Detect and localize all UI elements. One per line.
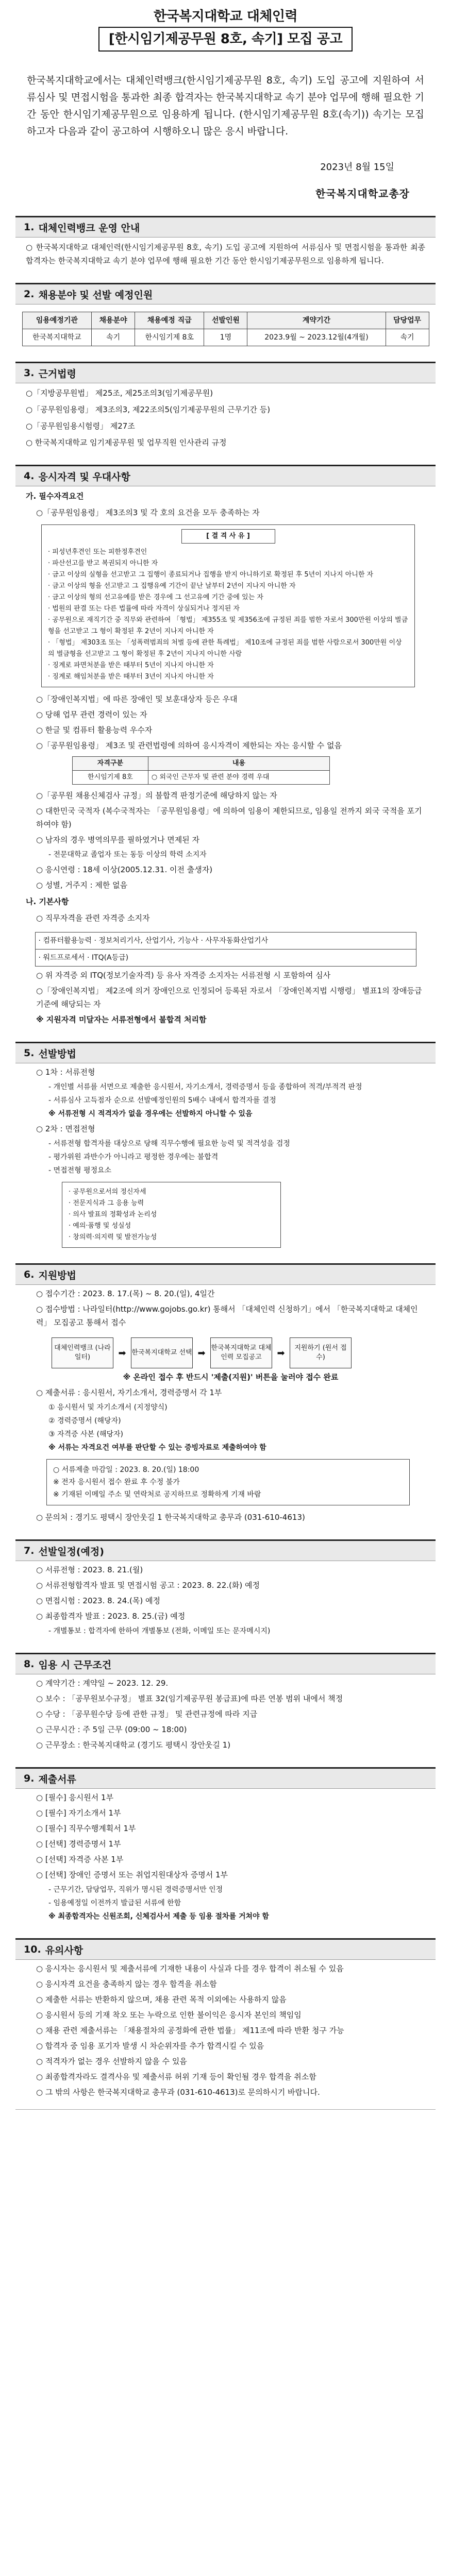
section-title: 근거법령 (38, 368, 76, 380)
section-2 (15, 283, 436, 346)
disqualification-box (41, 524, 415, 687)
requirement-item: ○ 한글 및 컴퓨터 활용능력 우수자 (36, 725, 153, 735)
box-line: · 「형법」 제303조 또는 「성폭력범죄의 처벌 등에 관한 특례법」 제10조에 규정된 죄를 범한 사람으로서 300만원 이상의 벌금형을 선고받고 그 형이 확정된 후 2년이 지나지 아니한 사람 (48, 639, 402, 658)
application-detail: ② 경력증명서 (해당자) (48, 1417, 121, 1425)
section-10-heading (15, 1938, 436, 1960)
section-5 (15, 1042, 436, 1248)
box-line: · 피성년후견인 또는 피한정후견인 (48, 548, 147, 556)
caution-item: ○ 적격자가 없는 경우 선발하지 않을 수 있음 (36, 2057, 187, 2066)
announcement-date: 2023년 8월 15일 (320, 162, 394, 173)
caution-item: ○ 채용 관련 제출서류는 「채용절차의 공정화에 관한 법률」 제11조에 따라 반환 청구 가능 (36, 2026, 344, 2035)
section-title: 지원방법 (38, 1269, 76, 1281)
law-item: ○「공무원임용시험령」 제27조 (26, 421, 135, 431)
caution-item: ○ 응시원서 등의 기재 착오 또는 누락으로 인한 불이익은 응시자 본인의 책임임 (36, 2010, 302, 2020)
box-line: · 법원의 판결 또는 다른 법률에 따라 자격이 상실되거나 정지된 자 (48, 605, 240, 613)
section-7-heading (15, 1539, 436, 1561)
section-1 (15, 216, 436, 267)
section-10 (15, 1938, 436, 2099)
evaluation-item: · 창의력·의지력 및 발전가능성 (69, 1233, 157, 1241)
law-item: ○ 한국복지대학교 임기제공무원 및 업무직원 인사관리 규정 (26, 438, 227, 447)
table-header-row (22, 312, 429, 329)
deadline-notice (46, 1459, 410, 1505)
title-block (0, 0, 451, 52)
selection-item: ○ 2차 : 면접전형 (36, 1124, 95, 1133)
law-item: ○「지방공무원법」 제25조, 제25조의3(임기제공무원) (26, 388, 213, 398)
section-title: 채용분야 및 선발 예정인원 (38, 289, 153, 301)
law-item: ○「공무원임용령」 제3조의3, 제22조의5(임기제공무원의 근무기간 등) (26, 405, 271, 414)
box-line: · 파산선고를 받고 복권되지 아니한 자 (48, 560, 158, 567)
table-header: 내용 (148, 757, 329, 771)
caution-item: ○ 응시자격 요건을 충족하지 않는 경우 합격을 취소함 (36, 1979, 217, 1989)
arrow-right-icon: ➡ (277, 1347, 285, 1359)
section-number: 1. (24, 222, 35, 233)
contact-info: ○ 문의처 : 경기도 평택시 장안웃길 1 한국복지대학교 총무과 (031-610-4613) (36, 1513, 305, 1522)
caution-item: ○ 제출한 서류는 반환하지 않으며, 채용 관련 목적 이외에는 사용하지 않음 (36, 1995, 287, 2004)
title-line-1: 한국복지대학교 대체인력 (153, 9, 298, 24)
flow-step: 한국복지대학교 선택 (131, 1337, 193, 1368)
section-3 (15, 362, 436, 449)
table-cell: 한시임기제 8호 (135, 329, 204, 346)
section-title: 선발일정(예정) (38, 1546, 104, 1557)
caution-item: ○ 그 밖의 사항은 한국복지대학교 총무과 (031-610-4613)로 문의하시기 바랍니다. (36, 2088, 320, 2097)
selection-item: ○ 1차 : 서류전형 (36, 1067, 95, 1077)
table-cell: 2023.9월 ~ 2023.12월(4개월) (247, 329, 386, 346)
requirement-item: ○ 응시연령 : 18세 이상(2005.12.31. 이전 출생자) (36, 865, 213, 874)
section-8 (15, 1653, 436, 1752)
application-detail: ① 응시원서 및 자기소개서 (지정양식) (48, 1403, 168, 1412)
table-header: 채용분야 (92, 312, 135, 329)
application-item: ○ 제출서류 : 응시원서, 자기소개서, 경력증명서 각 1부 (36, 1388, 222, 1397)
application-detail: ③ 자격증 사본 (해당자) (48, 1430, 124, 1438)
document-item: ○ [선택] 경력증명서 1부 (36, 1839, 121, 1849)
section-9 (15, 1767, 436, 1923)
flow-note: ※ 온라인 접수 후 반드시 '제출(지원)' 버튼을 눌러야 접수 완료 (123, 1372, 339, 1382)
selection-detail: - 개인별 서류를 서면으로 제출한 응시원서, 자기소개서, 경력증명서 등을 종합하여 적격/부적격 판정 (48, 1083, 362, 1091)
box-line: · 징계로 해임처분을 받은 때부터 3년이 지나지 아니한 자 (48, 673, 214, 681)
table-cell: 한국복지대학교 (22, 329, 92, 346)
section-number: 4. (24, 470, 35, 482)
requirement-item: ○ 당해 업무 관련 경력이 있는 자 (36, 710, 147, 719)
selection-detail: - 평가위원 과반수가 아니라고 평정한 경우에는 불합격 (48, 1153, 219, 1161)
requirement-item: ○ 대한민국 국적자 (복수국적자는 「공무원임용령」에 의하여 임용이 제한되므로, 임용일 전까지 외국 국적을 포기하여야 함) (36, 806, 422, 829)
section-4 (15, 465, 436, 1026)
arrow-right-icon: ➡ (118, 1347, 126, 1359)
requirement-item: ○「공무원 채용신체검사 규정」의 불합격 판정기준에 해당하지 않는 자 (36, 791, 277, 800)
section-number: 9. (24, 1773, 35, 1784)
section-1-heading (15, 216, 436, 238)
section-9-heading (15, 1767, 436, 1789)
schedule-detail: - 개별통보 : 합격자에 한하여 개별통보 (전화, 이메일 또는 문자메시지) (48, 1627, 271, 1635)
table-cell: · 워드프로세서 · ITQ(A등급) (35, 950, 416, 967)
section-title: 제출서류 (38, 1773, 76, 1785)
requirement-item: ○「공무원임용령」 제3조 및 관련법령에 의하여 응시자격이 제한되는 자는 응시할 수 없음 (36, 741, 342, 750)
application-note: ※ 서류는 자격요건 여부를 판단할 수 있는 증빙자료로 제출하여야 함 (48, 1444, 266, 1452)
box-title: [ 결 격 사 유 ] (181, 529, 275, 544)
qualification-table (72, 756, 330, 785)
section-number: 3. (24, 367, 35, 379)
document-item: ○ [필수] 직무수행계획서 1부 (36, 1824, 136, 1833)
application-item: ○ 접수기간 : 2023. 8. 17.(목) ~ 8. 20.(일), 4일간 (36, 1289, 215, 1298)
table-row (73, 771, 330, 785)
schedule-item: ○ 최종합격자 발표 : 2023. 8. 25.(금) 예정 (36, 1612, 186, 1621)
document-item: ○ [필수] 응시원서 1부 (36, 1793, 114, 1802)
table-cell: 한시임기제 8호 (73, 771, 148, 785)
box-line: · 금고 이상의 실형을 선고받고 그 집행이 종료되거나 집행을 받지 아니하기로 확정된 후 5년이 지나지 아니한 자 (48, 571, 374, 579)
table-header: 채용예정 직급 (135, 312, 204, 329)
requirement-note: ※ 지원자격 미달자는 서류전형에서 불합격 처리함 (36, 1015, 207, 1024)
requirement-intro: ○「공무원임용령」 제3조의3 및 각 호의 요건을 모두 충족하는 자 (36, 508, 260, 517)
section-number: 5. (24, 1047, 35, 1059)
flow-step: 지원하기 (원서 접수) (290, 1337, 352, 1368)
title-box (98, 27, 353, 52)
section-number: 10. (24, 1944, 41, 1955)
caution-item: ○ 합격자 중 임용 포기자 발생 시 차순위자를 추가 합격시킬 수 있음 (36, 2041, 264, 2050)
requirement-item: ○ 성별, 거주지 : 제한 없음 (36, 880, 128, 890)
table-header: 담당업무 (386, 312, 429, 329)
subsection-title: 나. 기본사항 (26, 897, 69, 906)
certificate-table (35, 932, 416, 967)
section-number: 8. (24, 1658, 35, 1670)
section-number: 2. (24, 289, 35, 300)
intro-paragraph: 한국복지대학교에서는 대체인력뱅크(한시임기제공무원 8호, 속기) 도입 공고에 지원하여 서류심사 및 면접시험을 통과한 최종 합격자는 한국복지대학교 속기 분야 업무에 행해 필요한 기간 동안 한시임기제공무원으로 임용하게 됩니다. (27, 75, 424, 120)
selection-note: ※ 서류전형 시 적격자가 없을 경우에는 선발하지 아니할 수 있음 (48, 1110, 253, 1118)
notice-line: ※ 전자 응시원서 접수 완료 후 수정 불가 (53, 1478, 180, 1486)
table-header: 임용예정기관 (22, 312, 92, 329)
condition-item: ○ 근무시간 : 주 5일 근무 (09:00 ~ 18:00) (36, 1725, 187, 1734)
document-item: ○ [선택] 자격증 사본 1부 (36, 1855, 124, 1864)
subsection-title: 가. 필수자격요건 (26, 492, 84, 501)
document-note: ※ 최종합격자는 신원조회, 신체검사서 제출 등 임용 절차를 거쳐야 함 (48, 1912, 269, 1921)
box-line: · 금고 이상의 형을 선고받고 그 집행유예 기간이 끝난 날부터 2년이 지나지 아니한 자 (48, 582, 296, 590)
arrow-right-icon: ➡ (197, 1347, 206, 1359)
section-1-text: ○ 한국복지대학교 대체인력(한시임기제공무원 8호, 속기) 도입 공고에 지원하여 서류심사 및 면접시험을 통과한 최종 합격자는 한국복지대학교 속기 분야 업무에 행해 필요한 기간 동안 한시임기제공무원으로 임용하게 됩니다. (26, 243, 425, 265)
selection-detail: - 면접전형 평정요소 (48, 1166, 112, 1175)
table-cell: 1명 (204, 329, 247, 346)
application-item: ○ 접수방법 : 나라일터(http://www.gojobs.go.kr) 통해서 「대체인력 신청하기」에서 「한국복지대학교 대체인력」 모집공고 통해서 접수 (36, 1304, 418, 1327)
notice-line: ○ 서류제출 마감일 : 2023. 8. 20.(일) 18:00 (53, 1466, 199, 1474)
section-number: 6. (24, 1269, 35, 1280)
evaluation-box (62, 1182, 281, 1248)
table-cell: ○ 외국인 근무자 및 관련 분야 경력 우대 (148, 771, 329, 785)
footer-divider (15, 2109, 436, 2110)
table-header: 선발인원 (204, 312, 247, 329)
condition-item: ○ 보수 : 「공무원보수규정」 별표 32(임기제공무원 봉급표)에 따른 연봉 범위 내에서 책정 (36, 1694, 343, 1703)
section-title: 임용 시 근무조건 (38, 1659, 112, 1671)
document-item: ○ [선택] 장애인 증명서 또는 취업지원대상자 증명서 1부 (36, 1870, 228, 1879)
evaluation-item: · 전문지식과 그 응용 능력 (69, 1199, 144, 1207)
requirement-item: ○ 위 자격증 외 ITQ(정보기술자격) 등 유사 자격증 소지자는 서류전형 시 포함하여 심사 (36, 971, 331, 980)
box-line: · 공무원으로 재직기간 중 직무와 관련하여 「형법」 제355조 및 제356조에 규정된 죄를 범한 자로서 300만원 이상의 벌금형을 선고받고 그 형이 확정된 후 2년이 지나지 아니한 자 (48, 616, 408, 635)
recruitment-table (22, 312, 429, 346)
selection-detail: - 서류심사 고득점자 순으로 선발예정인원의 5배수 내에서 합격자를 결정 (48, 1096, 276, 1105)
section-8-heading (15, 1653, 436, 1674)
table-row (35, 933, 416, 950)
condition-item: ○ 근무장소 : 한국복지대학교 (경기도 평택시 장안웃길 1) (36, 1740, 231, 1750)
requirement-item: ○ 남자의 경우 병역의무를 필하였거나 면제된 자 (36, 835, 200, 844)
schedule-item: ○ 면접시험 : 2023. 8. 24.(목) 예정 (36, 1596, 160, 1605)
section-6 (15, 1263, 436, 1524)
table-row (35, 950, 416, 967)
flow-step: 대체인력뱅크 (나라일터) (52, 1337, 113, 1368)
document-detail: - 근무기간, 담당업무, 직위가 명시된 경력증명서만 인정 (48, 1886, 223, 1894)
section-title: 응시자격 및 우대사항 (38, 471, 130, 483)
table-cell: 속기 (386, 329, 429, 346)
organization-name: 한국복지대학교총장 (315, 188, 410, 200)
schedule-item: ○ 서류전형 : 2023. 8. 21.(월) (36, 1565, 143, 1574)
requirement-item: ○「장애인복지법」 제2조에 의거 장애인으로 인정되어 등록된 자로서 「장애인복지법 시행령」 별표1의 장애등급 기준에 해당되는 자 (36, 986, 422, 1009)
selection-detail: - 서류전형 합격자를 대상으로 당해 직무수행에 필요한 능력 및 적격성을 검정 (48, 1140, 290, 1148)
box-line: · 금고 이상의 형의 선고유예를 받은 경우에 그 선고유예 기간 중에 있는 자 (48, 594, 263, 601)
section-6-heading (15, 1263, 436, 1285)
requirement-detail: - 전문대학교 졸업자 또는 동등 이상의 학력 소지자 (48, 851, 207, 859)
document-item: ○ [필수] 자기소개서 1부 (36, 1808, 121, 1818)
document-detail: - 임용예정일 이전까지 발급된 서류에 한함 (48, 1899, 181, 1907)
condition-item: ○ 계약기간 : 계약일 ~ 2023. 12. 29. (36, 1679, 169, 1688)
section-2-heading (15, 283, 436, 304)
table-header: 계약기간 (247, 312, 386, 329)
title-line-2: [한시임기제공무원 8호, 속기] 모집 공고 (108, 31, 343, 47)
section-title: 대체인력뱅크 운영 안내 (38, 222, 140, 234)
caution-item: ○ 응시자는 응시원서 및 제출서류에 기재한 내용이 사실과 다를 경우 합격이 취소될 수 있음 (36, 1964, 344, 1973)
section-5-heading (15, 1042, 436, 1063)
condition-item: ○ 수당 : 「공무원수당 등에 관한 규정」 및 관련규정에 따라 지급 (36, 1709, 258, 1719)
requirement-item: ○ 직무자격을 관련 자격증 소지자 (36, 913, 150, 923)
table-cell: 속기 (92, 329, 135, 346)
table-cell: · 컴퓨터활용능력 · 정보처리기사, 산업기사, 기능사 · 사무자동화산업기사 (35, 933, 416, 950)
requirement-item: ○「장애인복지법」에 따른 장애인 및 보훈대상자 등은 우대 (36, 694, 238, 704)
flow-step: 한국복지대학교 대체인력 모집공고 (210, 1337, 272, 1368)
evaluation-item: · 공무원으로서의 정신자세 (69, 1188, 146, 1196)
evaluation-item: · 예의·품행 및 성실성 (69, 1222, 131, 1230)
section-7 (15, 1539, 436, 1637)
table-header: 자격구분 (73, 757, 148, 771)
box-line: · 징계로 파면처분을 받은 때부터 5년이 지나지 아니한 자 (48, 662, 214, 669)
section-4-heading (15, 465, 436, 486)
intro-text (27, 72, 424, 140)
application-flow (52, 1337, 420, 1368)
section-3-heading (15, 362, 436, 383)
notice-line: ※ 기재된 이메일 주소 및 연락처로 공지하므로 정확하게 기재 바람 (53, 1490, 261, 1499)
caution-item: ○ 최종합격자라도 결격사유 및 제출서류 허위 기재 등이 확인될 경우 합격을 취소함 (36, 2072, 316, 2081)
table-header-row (73, 757, 330, 771)
evaluation-item: · 의사 발표의 정확성과 논리성 (69, 1211, 157, 1218)
table-row (22, 329, 429, 346)
intro-paragraph-2: (한시임기제공무원 8호(속기)) 속기는 모집하고자 다음과 같이 공고하여 시행하오니 많은 응시 바랍니다. (27, 109, 424, 137)
section-number: 7. (24, 1545, 35, 1556)
schedule-item: ○ 서류전형합격자 발표 및 면접시험 공고 : 2023. 8. 22.(화) 예정 (36, 1581, 260, 1590)
section-title: 선발방법 (38, 1048, 76, 1060)
section-title: 유의사항 (45, 1944, 83, 1956)
